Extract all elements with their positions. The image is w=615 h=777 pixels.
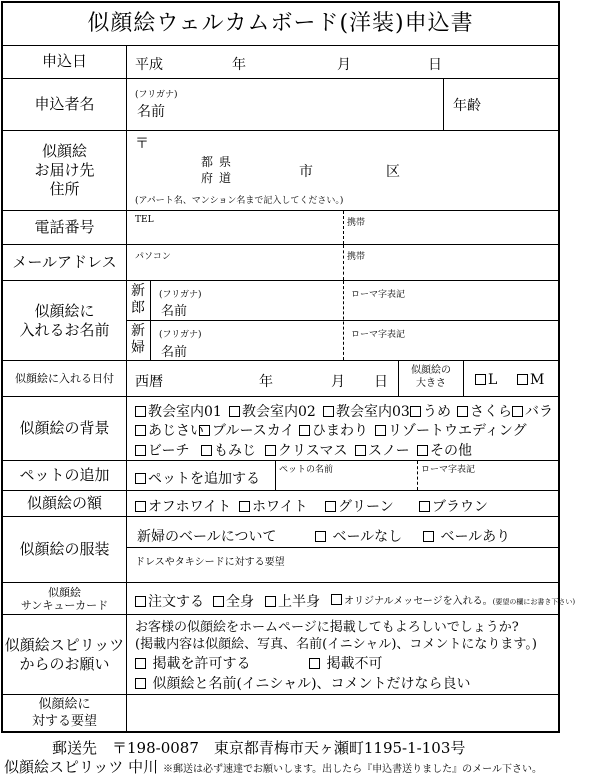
applicant-furigana: (フリガナ) — [135, 90, 178, 100]
divider — [275, 461, 276, 490]
divider — [126, 320, 558, 321]
phone-tel[interactable]: TEL — [135, 215, 154, 225]
checkbox-icon — [315, 531, 326, 542]
mail-mobile[interactable]: 携帯 — [347, 252, 366, 262]
address-fu: 府 — [201, 171, 214, 185]
checkbox-icon — [325, 501, 336, 512]
label-line: 似顔絵スピリッツ — [4, 635, 125, 654]
label-line: からのお願い — [19, 654, 110, 673]
checkbox-icon — [309, 658, 320, 669]
option-label: オリジナルメッセージを入れる。 — [344, 596, 493, 607]
bg-option[interactable] — [375, 420, 527, 440]
footer-contact — [4, 756, 567, 777]
label-portrait-names — [3, 281, 127, 360]
checkbox-icon — [331, 594, 342, 605]
label-portrait-date: 似顔絵に入れる日付 — [3, 361, 127, 396]
postal-mark: 〒 — [135, 136, 149, 152]
option-label: オフホワイト — [148, 499, 232, 515]
checkbox-icon — [201, 445, 212, 456]
label-line: 似顔絵 — [47, 585, 81, 599]
label-applicant: 申込者名 — [3, 79, 127, 130]
address-to: 都 — [201, 155, 214, 169]
frame-option[interactable] — [135, 496, 231, 516]
row-portrait-names — [3, 281, 558, 361]
address-ken: 県 — [219, 155, 232, 169]
clothing-request[interactable]: ドレスやタキシードに対する要望 — [135, 557, 285, 568]
label-line: 似顔絵 — [41, 142, 87, 160]
pet-romaji[interactable]: ローマ字表記 — [421, 465, 476, 475]
footer-sender: 似顔絵スピリッツ 中川 — [4, 758, 159, 776]
checkbox-icon — [135, 678, 146, 689]
groom-name[interactable]: 名前 — [161, 304, 188, 319]
option-label: クリスマス — [278, 443, 348, 459]
bg-option[interactable] — [299, 420, 368, 440]
option-label: ホワイト — [252, 499, 308, 515]
option-label: その他 — [430, 443, 472, 459]
groom-furigana: (フリガナ) — [159, 290, 202, 300]
bg-option[interactable] — [201, 440, 256, 460]
option-label: ベールなし — [332, 529, 403, 545]
date-year: 年 — [232, 57, 246, 73]
option-label: リゾートウエディング — [388, 423, 527, 439]
checkbox-icon — [323, 406, 334, 417]
veil-yes-checkbox[interactable] — [423, 526, 510, 546]
row-address — [3, 131, 558, 211]
label-line: 似顔絵に — [34, 301, 95, 320]
label-mail: メールアドレス — [3, 245, 127, 280]
row-portrait-date — [3, 361, 558, 397]
label-thankyou-card — [3, 583, 127, 614]
bg-option[interactable] — [135, 401, 222, 421]
size-m-checkbox[interactable] — [517, 372, 544, 388]
groom-tag: 新郎 — [131, 283, 145, 316]
option-label: L — [488, 372, 498, 388]
option-label: ペットを追加する — [148, 471, 260, 487]
bg-option[interactable] — [417, 440, 472, 460]
option-label: 似顔絵と名前(イニシャル)、コメントだけなら良い — [152, 676, 471, 692]
option-label: 注文する — [148, 594, 204, 610]
checkbox-icon — [417, 445, 428, 456]
row-pet — [3, 461, 558, 491]
checkbox-icon — [135, 425, 146, 436]
checkbox-icon — [375, 425, 386, 436]
size-label — [401, 364, 461, 390]
bg-option[interactable] — [410, 401, 451, 421]
option-label: 掲載不可 — [326, 656, 383, 672]
row-frame — [3, 491, 558, 517]
label-frame: 似顔絵の額 — [3, 491, 127, 516]
label-address — [3, 131, 127, 210]
checkbox-icon — [135, 406, 146, 417]
row-applicant — [3, 79, 558, 131]
checkbox-icon — [457, 406, 468, 417]
checkbox-icon — [135, 473, 146, 484]
checkbox-icon — [199, 425, 210, 436]
address-ku: 区 — [386, 164, 400, 180]
checkbox-icon — [419, 501, 430, 512]
label-background: 似顔絵の背景 — [3, 397, 127, 460]
frame-option[interactable] — [325, 496, 394, 516]
card-full-checkbox[interactable] — [213, 591, 254, 611]
option-label: 教会室内02 — [242, 404, 316, 420]
checkbox-icon — [410, 406, 421, 417]
option-label: 教会室内01 — [148, 404, 222, 420]
row-portrait-request — [3, 695, 558, 731]
divider — [343, 281, 344, 360]
checkbox-icon — [135, 501, 146, 512]
applicant-age[interactable]: 年齢 — [453, 98, 481, 114]
address-note: (アパート名、マンション名まで記入してください。) — [135, 196, 344, 206]
checkbox-icon — [229, 406, 240, 417]
bg-option[interactable] — [355, 440, 410, 460]
card-message-checkbox[interactable] — [331, 592, 575, 607]
label-line: 似顔絵に — [38, 697, 91, 712]
checkbox-icon — [475, 374, 486, 385]
message-note: (要望の欄にお書き下さい) — [492, 598, 576, 606]
publish-question: お客様の似顔絵をホームページに掲載してもよろしいでしょうか? — [135, 620, 519, 635]
option-label: バラ — [525, 404, 553, 420]
label-line: 大きさ — [416, 378, 446, 389]
label-application-date: 申込日 — [3, 45, 127, 78]
checkbox-icon — [135, 445, 146, 456]
checkbox-icon — [135, 658, 146, 669]
bg-option[interactable] — [512, 401, 553, 421]
frame-option[interactable] — [419, 496, 488, 516]
publish-detail: (掲載内容は似顔絵、写真、名前(イニシャル)、コメントになります。) — [135, 637, 537, 652]
checkbox-icon — [239, 501, 250, 512]
footer-note: ※郵送は必ず速達でお願いします。出したら『申込書送りました』のメール下さい。 — [162, 764, 542, 775]
date-day: 日 — [428, 57, 442, 73]
checkbox-icon — [423, 531, 434, 542]
option-label: 全身 — [226, 594, 254, 610]
option-label: あじさい — [148, 423, 204, 439]
label-line: 住所 — [49, 180, 80, 198]
option-label: ひまわり — [312, 423, 368, 439]
groom-romaji[interactable]: ローマ字表記 — [351, 290, 406, 300]
row-spirits-request — [3, 615, 558, 695]
card-half-checkbox[interactable] — [265, 591, 320, 611]
option-label: もみじ — [214, 443, 256, 459]
checkbox-icon — [213, 596, 224, 607]
divider — [343, 211, 344, 244]
option-label: グリーン — [338, 499, 394, 515]
veil-question: 新婦のベールについて — [137, 529, 277, 545]
checkbox-icon — [355, 445, 366, 456]
label-phone: 電話番号 — [3, 211, 127, 244]
row-phone — [3, 211, 558, 245]
divider — [443, 79, 444, 130]
bg-option[interactable] — [265, 440, 347, 460]
divider — [417, 461, 418, 490]
portrait-request-input[interactable] — [127, 695, 558, 731]
row-application-date — [3, 45, 558, 79]
bg-option[interactable] — [135, 420, 204, 440]
option-label: 上半身 — [278, 594, 320, 610]
label-line: 入れるお名前 — [19, 320, 110, 339]
bride-romaji[interactable]: ローマ字表記 — [351, 330, 406, 340]
frame-option[interactable] — [239, 496, 308, 516]
checkbox-icon — [135, 596, 146, 607]
checkbox-icon — [265, 445, 276, 456]
checkbox-icon — [265, 596, 276, 607]
card-order-checkbox[interactable] — [135, 591, 204, 611]
divider — [126, 547, 558, 548]
label-line: お届け先 — [34, 161, 95, 179]
form-title: 似顔絵ウェルカムボード(洋装)申込書 — [3, 3, 558, 46]
checkbox-icon — [299, 425, 310, 436]
option-label: 掲載を許可する — [152, 656, 251, 672]
row-background — [3, 397, 558, 461]
bg-option[interactable] — [229, 401, 316, 421]
option-label: ベールあり — [440, 529, 511, 545]
veil-none-checkbox[interactable] — [315, 526, 402, 546]
portrait-date-era: 西暦 — [135, 374, 163, 390]
row-mail — [3, 245, 558, 281]
date-month: 月 — [337, 57, 351, 73]
address-shi: 市 — [299, 164, 313, 180]
bride-tag: 新婦 — [131, 323, 145, 356]
footer-address: 郵送先 〒198-0087 東京都青梅市天ヶ瀬町1195-1-103号 — [52, 739, 466, 757]
option-label: M — [530, 372, 545, 388]
option-label: スノー — [368, 443, 410, 459]
publish-allow-checkbox[interactable] — [135, 653, 250, 673]
applicant-name[interactable]: 名前 — [137, 104, 165, 120]
mail-pc[interactable]: パソコン — [135, 252, 171, 262]
bg-option[interactable] — [135, 440, 189, 460]
portrait-date-day: 日 — [374, 374, 388, 390]
option-label: ブラウン — [432, 499, 488, 515]
label-line: サンキューカード — [20, 598, 109, 612]
bride-furigana: (フリガナ) — [159, 330, 202, 340]
phone-mobile[interactable]: 携帯 — [347, 218, 366, 228]
bg-option[interactable] — [323, 401, 410, 421]
option-label: うめ — [423, 404, 451, 420]
checkbox-icon — [517, 374, 528, 385]
label-line: 対する要望 — [31, 714, 97, 729]
label-line: 似顔絵の — [411, 365, 451, 376]
option-label: 教会室内03 — [336, 404, 410, 420]
portrait-date-year: 年 — [259, 374, 273, 390]
option-label: ビーチ — [148, 443, 190, 459]
pet-add-checkbox[interactable] — [135, 468, 260, 488]
option-label: ブルースカイ — [212, 423, 295, 439]
label-clothing: 似顔絵の服装 — [3, 517, 127, 582]
label-portrait-request — [3, 695, 127, 731]
row-thankyou-card — [3, 583, 576, 615]
row-clothing — [3, 517, 558, 583]
bg-option[interactable] — [457, 401, 512, 421]
divider — [398, 361, 399, 396]
bride-name[interactable]: 名前 — [161, 345, 188, 360]
pet-name[interactable]: ペットの名前 — [279, 465, 334, 475]
address-do: 道 — [219, 171, 232, 185]
option-label: さくら — [470, 404, 512, 420]
divider — [343, 245, 344, 280]
size-l-checkbox[interactable] — [475, 372, 497, 388]
publish-deny-checkbox[interactable] — [309, 653, 382, 673]
application-form — [1, 1, 576, 733]
label-spirits-request — [3, 615, 127, 694]
label-pet: ペットの追加 — [3, 461, 127, 490]
publish-partial-checkbox[interactable] — [135, 673, 471, 693]
bg-option[interactable] — [199, 420, 294, 440]
checkbox-icon — [512, 406, 523, 417]
date-era: 平成 — [135, 57, 163, 73]
divider — [463, 361, 464, 396]
portrait-date-month: 月 — [331, 374, 345, 390]
